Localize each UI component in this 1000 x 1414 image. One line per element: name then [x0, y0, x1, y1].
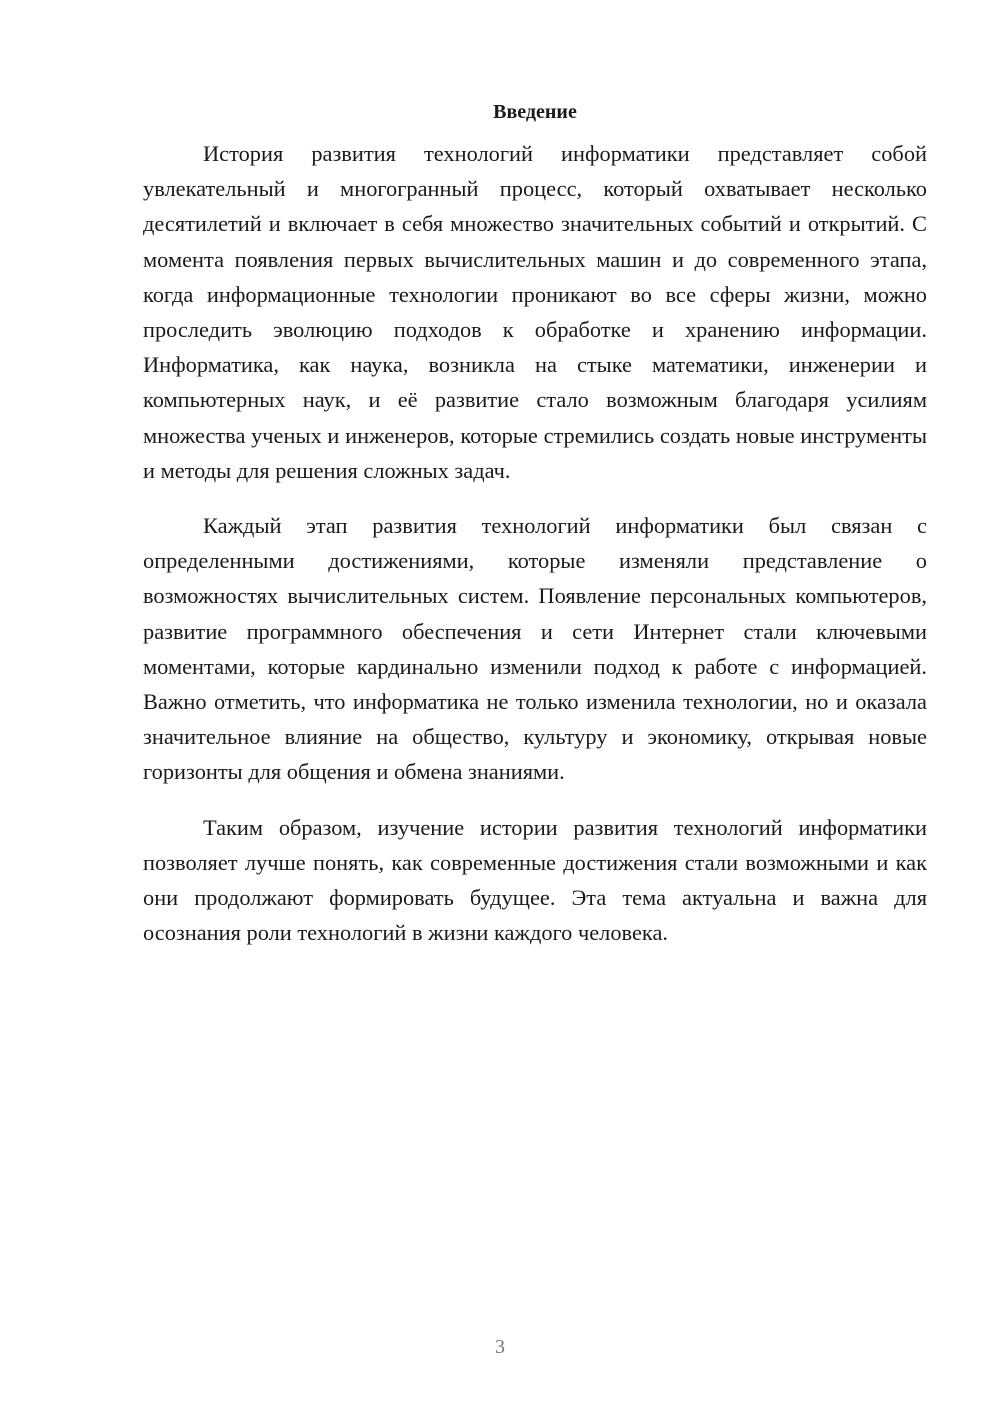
paragraph-conclusion: Таким образом, изучение истории развития технологий информатики позволяет лучше понять, как современные достижения стали возможными и как они продолжают формировать будущее. Эта тема актуальна и важна для осознания роли технологий в жизни каждого человека.	[143, 814, 927, 946]
page-content	[143, 96, 927, 950]
page-number: 3	[495, 1336, 505, 1358]
paragraph-stages: Каждый этап развития технологий информатики был связан с определенными достижениями, которые изменяли представление о возможностях вычислительных систем. Появление персональных компьютеров, развитие программного обеспечения и сети Интернет стали ключевыми моментами, которые кардинально изменили подход к работе с информацией. Важно отметить, что информатика не только изменила технологии, но и оказала значительное влияние на общество, культуру и экономику, открывая новые горизонты для общения и обмена знаниями.	[143, 513, 927, 785]
paragraph-intro-history: История развития технологий информатики представляет собой увлекательный и многогранный процесс, который охватывает несколько десятилетий и включает в себя множество значительных событий и открытий. С момента появления первых вычислительных машин и до современного этапа, когда информационные технологии проникают во все сферы жизни, можно проследить эволюцию подходов к обработке и хранению информации. Информатика, как наука, возникла на стыке математики, инженерии и компьютерных наук, и её развитие стало возможным благодаря усилиям множества ученых и инженеров, которые стремились создать новые инструменты и методы для решения сложных задач.	[143, 141, 927, 483]
section-heading: Введение	[493, 101, 577, 123]
